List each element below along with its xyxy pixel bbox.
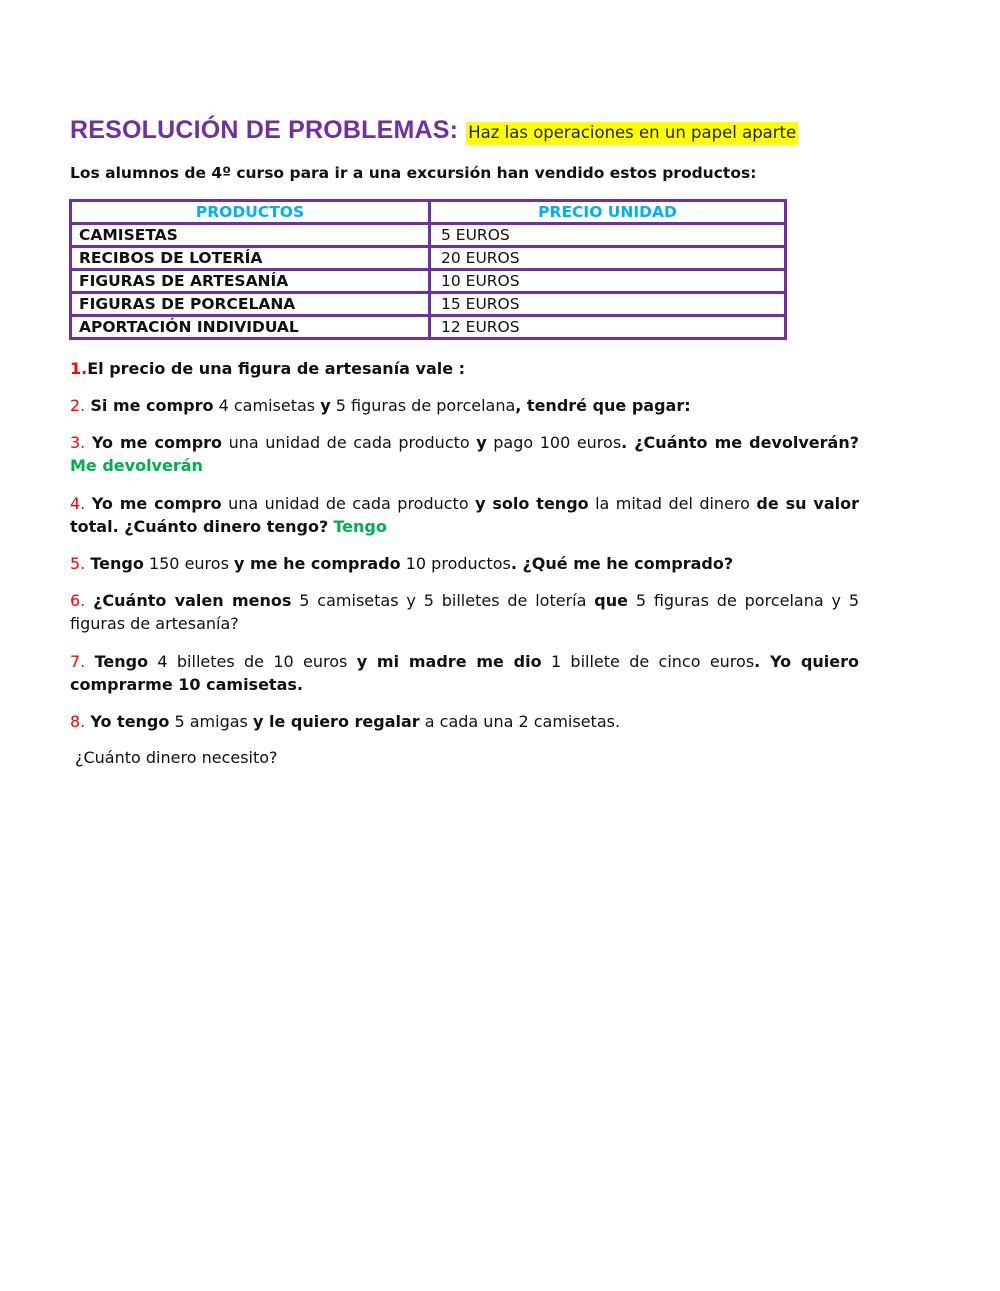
table-row	[71, 270, 786, 293]
question-text: que	[594, 591, 628, 610]
question-text: una unidad de cada producto	[228, 494, 469, 513]
question-text: y mi madre me dio	[356, 652, 542, 671]
question-text: la mitad del dinero	[595, 494, 750, 513]
header-products: PRODUCTOS	[71, 201, 430, 224]
page-title: RESOLUCIÓN DE PROBLEMAS:	[70, 116, 459, 144]
table-header-row	[71, 201, 786, 224]
question-text: 5 camisetas y 5 billetes de lotería	[299, 591, 587, 610]
intro-text: Los alumnos de 4º curso para ir a una excursión han vendido estos productos:	[70, 164, 757, 182]
question-text: El precio de una figura de artesanía vale :	[87, 359, 466, 378]
table-row	[71, 293, 786, 316]
question-number: 8.	[70, 712, 86, 731]
question-text: de su valor total. ¿Cuánto dinero tengo?	[70, 494, 860, 536]
product-price: 15 EUROS	[430, 293, 786, 316]
question-8-followup: ¿Cuánto dinero necesito?	[75, 748, 278, 767]
question-text: 5 figuras de porcelana	[335, 396, 516, 415]
question-text: . Yo quiero comprarme 10 camisetas.	[70, 652, 860, 694]
question-6	[70, 589, 859, 635]
answer-prompt: Me devolverán	[70, 456, 203, 475]
question-text: Tengo	[90, 554, 144, 573]
title-line	[70, 116, 798, 145]
question-text: Si me compro	[90, 396, 214, 415]
product-name: FIGURAS DE ARTESANÍA	[71, 270, 430, 293]
question-2	[70, 394, 859, 417]
product-name: FIGURAS DE PORCELANA	[71, 293, 430, 316]
question-7	[70, 650, 859, 696]
question-number: 2.	[70, 396, 86, 415]
question-text: 10 productos	[405, 554, 511, 573]
product-price: 20 EUROS	[430, 247, 786, 270]
question-text: y le quiero regalar	[252, 712, 420, 731]
product-name: CAMISETAS	[71, 224, 430, 247]
question-text: y	[320, 396, 331, 415]
product-name: APORTACIÓN INDIVIDUAL	[71, 316, 430, 339]
product-price: 5 EUROS	[430, 224, 786, 247]
question-3	[70, 431, 859, 477]
question-text: Tengo	[94, 652, 149, 671]
question-number: 6.	[70, 591, 86, 610]
question-text: 1 billete de cinco euros	[550, 652, 755, 671]
question-text: ¿Cuánto valen menos	[93, 591, 292, 610]
product-price: 12 EUROS	[430, 316, 786, 339]
question-text: Yo me compro	[91, 494, 222, 513]
product-price: 10 EUROS	[430, 270, 786, 293]
question-text: a cada una 2 camisetas.	[424, 712, 621, 731]
question-1	[70, 357, 859, 380]
table-row	[71, 316, 786, 339]
products-table	[69, 199, 787, 340]
answer-prompt: Tengo	[333, 517, 387, 536]
question-text: . ¿Qué me he comprado?	[510, 554, 734, 573]
question-text: y me he comprado	[234, 554, 401, 573]
question-number: 1.	[70, 359, 88, 378]
question-5	[70, 552, 859, 575]
question-text: , tendré que pagar:	[515, 396, 691, 415]
product-name: RECIBOS DE LOTERÍA	[71, 247, 430, 270]
table-row	[71, 224, 786, 247]
question-text: . ¿Cuánto me devolverán?	[621, 433, 859, 452]
question-text: 5 figuras de porcelana y 5 figuras de artesanía?	[70, 591, 860, 633]
question-text: 4 camisetas	[218, 396, 316, 415]
question-4	[70, 492, 859, 538]
question-text: Yo me compro	[91, 433, 223, 452]
question-number: 3.	[70, 433, 86, 452]
question-text: pago 100 euros	[493, 433, 622, 452]
question-number: 7.	[70, 652, 86, 671]
question-text: 4 billetes de 10 euros	[157, 652, 348, 671]
question-text: 150 euros	[148, 554, 229, 573]
table-row	[71, 247, 786, 270]
question-text: 5 amigas	[174, 712, 248, 731]
question-8	[70, 710, 859, 733]
question-number: 4.	[70, 494, 86, 513]
question-text: y solo tengo	[475, 494, 589, 513]
header-unit-price: PRECIO UNIDAD	[430, 201, 786, 224]
question-number: 5.	[70, 554, 86, 573]
question-text: una unidad de cada producto	[228, 433, 470, 452]
question-text: y	[476, 433, 487, 452]
question-text: Yo tengo	[90, 712, 170, 731]
highlighted-instruction: Haz las operaciones en un papel aparte	[466, 122, 798, 145]
